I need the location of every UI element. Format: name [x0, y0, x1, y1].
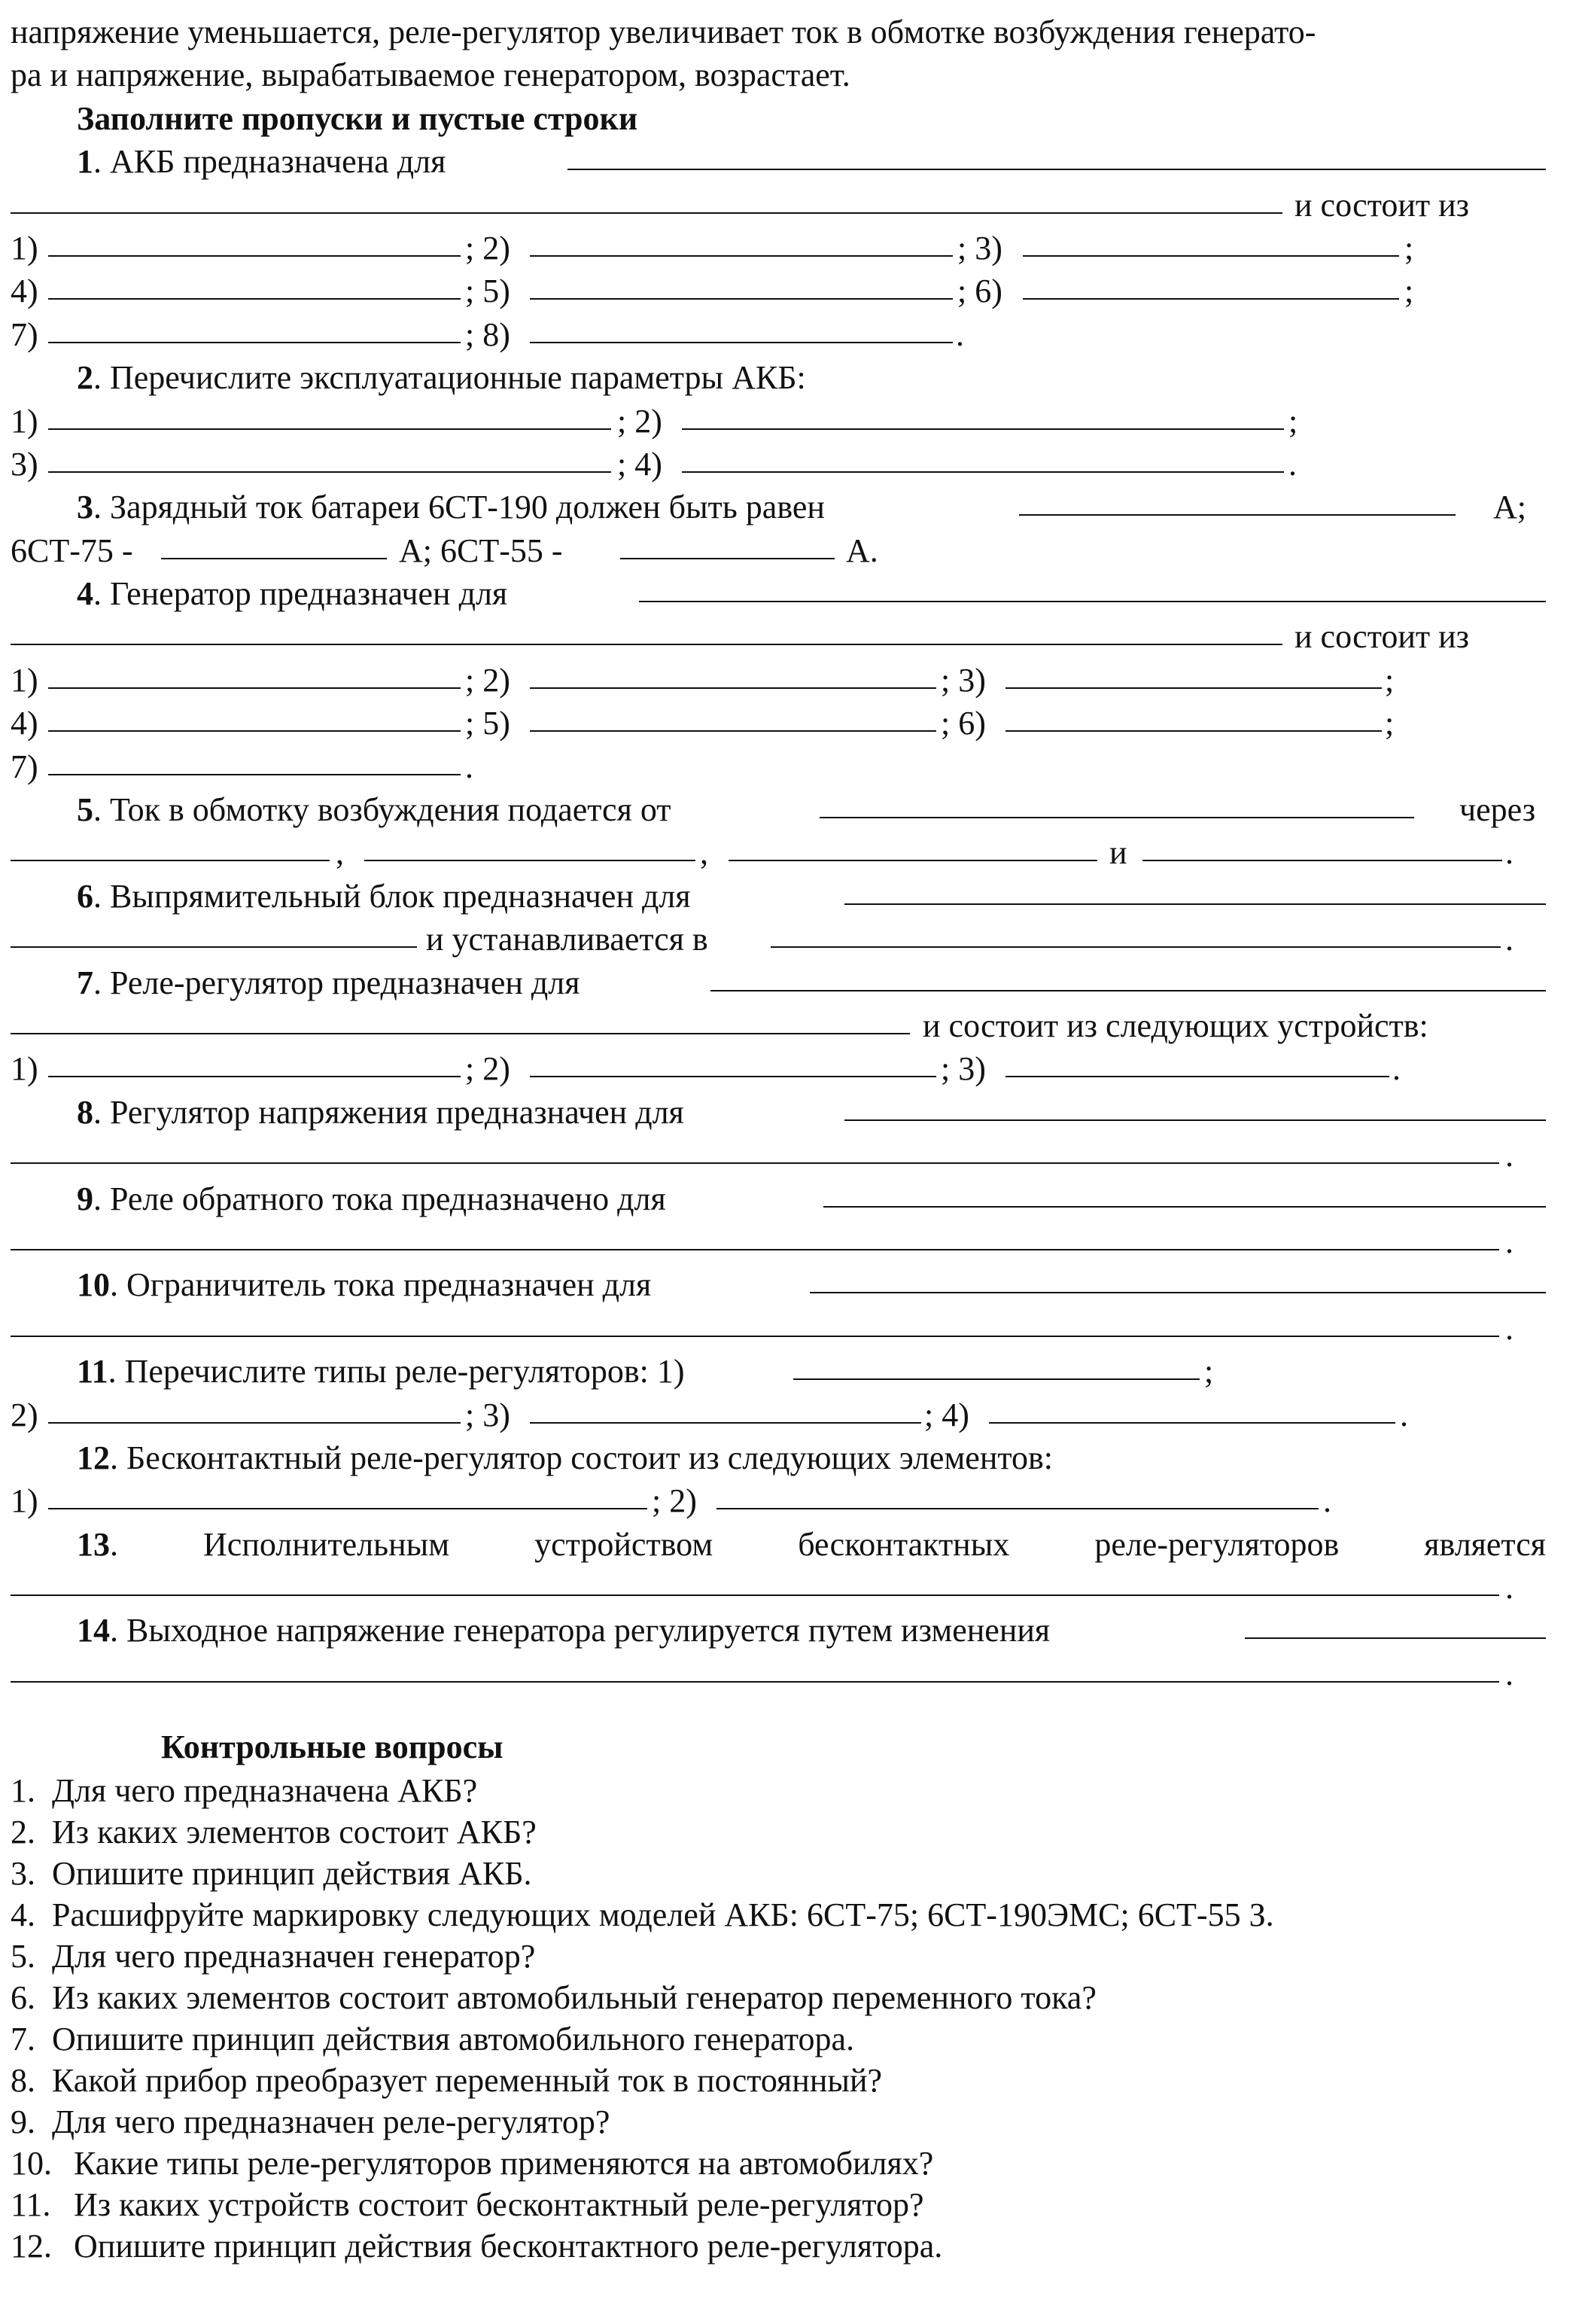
- task-14-blank-a[interactable]: [1245, 1637, 1546, 1639]
- task-2-prompt: 2. Перечислите эксплуатационные параметры АКБ:: [77, 359, 806, 397]
- question-number: 1.: [11, 1771, 35, 1809]
- task-13-word: реле-регуляторов: [1094, 1525, 1340, 1563]
- task-1-blank-item-4[interactable]: [48, 298, 461, 300]
- task-1-line-4: [11, 270, 1555, 312]
- question-number: 3.: [11, 1854, 35, 1892]
- task-1-tail: и состоит из: [1294, 186, 1470, 224]
- question-text: Опишите принцип действия бесконтактного реле-регулятора.: [74, 2227, 943, 2265]
- question-text: Из каких элементов состоит АКБ?: [52, 1813, 537, 1850]
- question-number: 2.: [11, 1813, 35, 1850]
- task-5-line-1: [11, 788, 1555, 831]
- task-1-line-2: [11, 184, 1555, 227]
- task-4-prompt: 4. Генератор предназначен для: [77, 575, 508, 613]
- task-4-blank-item-7[interactable]: [48, 774, 461, 775]
- task-8-blank-a[interactable]: [844, 1119, 1546, 1121]
- task-5-blank-4[interactable]: [1142, 860, 1502, 861]
- punctuation: .: [1505, 1137, 1514, 1174]
- task-5-prompt: 5. Ток в обмотку возбуждения подается от: [77, 791, 671, 829]
- task-1-line-5: [11, 313, 1555, 356]
- task-7-blank-item-2[interactable]: [530, 1076, 936, 1077]
- item-number: 4): [11, 273, 38, 310]
- task-14-blank-b[interactable]: [11, 1681, 1499, 1683]
- punctuation: ;: [1385, 705, 1395, 742]
- question-text: Какие типы реле-регуляторов применяются на автомобилях?: [74, 2144, 934, 2182]
- task-7-blank-item-1[interactable]: [48, 1076, 461, 1077]
- punctuation: .: [1505, 921, 1514, 958]
- item-number: 2): [11, 1396, 38, 1433]
- task-11-line-1: [11, 1350, 1555, 1393]
- question-number: 11.: [11, 2185, 51, 2223]
- list-item: [11, 1769, 1555, 1811]
- item-number: 1): [11, 229, 38, 267]
- task-12-blank-1[interactable]: [48, 1508, 647, 1509]
- item-number: ; 6): [941, 705, 986, 742]
- task-13-line-1: [11, 1523, 1555, 1566]
- task-1-blank-item-8[interactable]: [530, 342, 953, 343]
- list-item: [11, 2059, 1555, 2100]
- item-number: ; 3): [941, 1050, 986, 1088]
- task-10-blank-b[interactable]: [11, 1336, 1499, 1337]
- task-8-line-2: [11, 1134, 1555, 1177]
- punctuation: ;: [1404, 229, 1414, 267]
- punctuation: .: [1505, 1309, 1514, 1347]
- task-2-line-2: [11, 400, 1555, 443]
- item-number: ; 3): [941, 661, 986, 699]
- via-label: через: [1459, 791, 1536, 829]
- question-number: 4.: [11, 1896, 35, 1933]
- punctuation: ,: [700, 834, 708, 872]
- task-11-prompt: 11. Перечислите типы реле-регуляторов: 1): [77, 1353, 685, 1390]
- item-number: ; 4): [617, 445, 662, 483]
- list-item: [11, 1935, 1555, 1976]
- list-item: [11, 2142, 1555, 2183]
- task-11-line-2: [11, 1393, 1555, 1436]
- task-13-word: является: [1424, 1525, 1546, 1563]
- task-4-blank-item-3[interactable]: [1005, 687, 1382, 689]
- task-3-prompt: 3. Зарядный ток батареи 6СТ-190 должен быть равен: [77, 489, 825, 526]
- task-4-line-5: [11, 745, 1555, 788]
- punctuation: .: [1505, 1569, 1514, 1607]
- task-7-prompt: 7. Реле-регулятор предназначен для: [77, 964, 580, 1001]
- task-4-blank-item-6[interactable]: [1005, 730, 1382, 732]
- intro-line-2: [11, 53, 1555, 96]
- punctuation: ;: [1404, 273, 1414, 310]
- task-11-blank-1[interactable]: [793, 1378, 1200, 1380]
- item-number: ; 8): [465, 315, 510, 353]
- punctuation: .: [1288, 445, 1297, 483]
- question-text: Для чего предназначена АКБ?: [52, 1771, 478, 1809]
- section-heading: Заполните пропуски и пустые строки: [77, 99, 638, 137]
- task-6-blank-purpose[interactable]: [844, 903, 1546, 905]
- item-number: 1): [11, 661, 38, 699]
- task-12-prompt: 12. Бесконтактный реле-регулятор состоит из следующих элементов:: [77, 1439, 1054, 1476]
- question-text: Опишите принцип действия автомобильного генератора.: [52, 2020, 855, 2057]
- task-10-line-1: [11, 1263, 1555, 1306]
- item-number: 1): [11, 1482, 38, 1520]
- question-text: Для чего предназначен реле-регулятор?: [52, 2103, 610, 2140]
- task-8-prompt: 8. Регулятор напряжения предназначен для: [77, 1093, 684, 1131]
- task-1-blank-b[interactable]: [11, 212, 1282, 214]
- question-text: Из каких устройств состоит бесконтактный реле-регулятор?: [74, 2185, 924, 2223]
- task-6-blank-location[interactable]: [771, 946, 1501, 948]
- task-9-blank-a[interactable]: [823, 1206, 1546, 1208]
- task-13-word: бесконтактных: [798, 1525, 1010, 1563]
- task-7-blank-a[interactable]: [710, 990, 1546, 991]
- question-number: 12.: [11, 2227, 52, 2265]
- task-9-blank-b[interactable]: [11, 1249, 1499, 1250]
- task-6-install-label: и устанавливается в: [426, 921, 708, 958]
- list-item: [11, 2100, 1555, 2142]
- task-1-line-1: [11, 140, 1555, 183]
- task-4-blank-b[interactable]: [11, 644, 1282, 645]
- unit-label: А;: [1493, 489, 1526, 526]
- item-number: ; 2): [617, 402, 662, 440]
- list-item: [11, 1852, 1555, 1893]
- punctuation: .: [1505, 1655, 1514, 1692]
- item-number: ; 2): [465, 661, 510, 699]
- task-6-blank-purpose-cont[interactable]: [11, 946, 417, 948]
- question-text: Для чего предназначен генератор?: [52, 1937, 536, 1975]
- task-7-tail: и состоит из следующих устройств:: [923, 1007, 1428, 1044]
- task-10-line-2: [11, 1307, 1555, 1350]
- task-10-prompt: 10. Ограничитель тока предназначен для: [77, 1266, 652, 1304]
- task-9-line-2: [11, 1220, 1555, 1263]
- item-number: ; 3): [957, 229, 1002, 267]
- task-3-line-1: [11, 486, 1555, 528]
- questions-list: [11, 1769, 1555, 2266]
- task-5-line-2: [11, 831, 1555, 874]
- worksheet-page: [11, 11, 1555, 2266]
- list-item: [11, 2183, 1555, 2225]
- punctuation: ;: [1288, 402, 1298, 440]
- question-number: 7.: [11, 2020, 35, 2057]
- question-text: Расшифруйте маркировку следующих моделей АКБ: 6СТ-75; 6СТ-190ЭМС; 6СТ-55 З.: [52, 1896, 1274, 1933]
- item-number: 7): [11, 315, 38, 353]
- task-4-blank-a[interactable]: [639, 601, 1546, 602]
- punctuation: .: [1400, 1396, 1408, 1433]
- task-4-line-2: [11, 615, 1555, 658]
- punctuation: .: [956, 315, 964, 353]
- punctuation: .: [1505, 834, 1514, 872]
- item-number: 3): [11, 445, 38, 483]
- and-label: и: [1109, 834, 1127, 872]
- punctuation: .: [1323, 1482, 1331, 1520]
- task-6-prompt: 6. Выпрямительный блок предназначен для: [77, 877, 691, 915]
- task-4-blank-item-2[interactable]: [530, 687, 936, 689]
- question-number: 9.: [11, 2103, 35, 2140]
- task-7-blank-item-3[interactable]: [1005, 1076, 1389, 1077]
- item-number: 1): [11, 402, 38, 440]
- punctuation: ;: [1204, 1353, 1214, 1390]
- task-1-blank-item-5[interactable]: [530, 298, 953, 300]
- unit-label: А.: [846, 532, 878, 569]
- punctuation: .: [1392, 1050, 1401, 1088]
- task-2-blank-1[interactable]: [48, 428, 611, 430]
- task-2-line-3: [11, 443, 1555, 486]
- intro-line-1: [11, 11, 1555, 53]
- task-10-blank-a[interactable]: [810, 1292, 1546, 1293]
- item-number: 7): [11, 748, 38, 785]
- item-number: ; 4): [924, 1396, 969, 1433]
- task-12-line-1: [11, 1436, 1555, 1479]
- question-number: 10.: [11, 2144, 52, 2182]
- list-item: [11, 1811, 1555, 1852]
- task-2-blank-3[interactable]: [48, 471, 611, 473]
- task-14-line-1: [11, 1609, 1555, 1652]
- task-7-line-3: [11, 1047, 1555, 1090]
- item-number: ; 6): [957, 273, 1002, 310]
- task-1-blank-item-6[interactable]: [1023, 298, 1399, 300]
- intro-text-1: напряжение уменьшается, реле-регулятор увеличивает ток в обмотке возбуждения генерато-: [11, 14, 1316, 50]
- item-number: ; 5): [465, 705, 510, 742]
- battery-label: 6СТ-75 -: [11, 532, 133, 569]
- task-12-blank-2[interactable]: [716, 1508, 1319, 1509]
- question-text: Какой прибор преобразует переменный ток в постоянный?: [52, 2061, 883, 2099]
- task-6-line-2: [11, 918, 1555, 961]
- task-14-prompt: 14. Выходное напряжение генератора регулируется путем изменения: [77, 1612, 1051, 1649]
- task-13-word: Исполнительным: [203, 1525, 450, 1563]
- task-5-blank-source[interactable]: [820, 817, 1414, 818]
- list-item: [11, 1893, 1555, 1935]
- task-13-word: устройством: [534, 1525, 713, 1563]
- task-13-blank[interactable]: [11, 1595, 1499, 1596]
- item-number: ; 3): [465, 1396, 510, 1433]
- punctuation: .: [1505, 1223, 1514, 1260]
- item-number: ; 2): [465, 1050, 510, 1088]
- task-3-blank-75[interactable]: [161, 558, 387, 559]
- questions-heading: Контрольные вопросы: [161, 1729, 503, 1766]
- task-4-line-4: [11, 702, 1555, 745]
- list-item: [11, 1976, 1555, 2018]
- task-3-blank-190[interactable]: [1019, 514, 1456, 516]
- punctuation: .: [465, 748, 473, 785]
- list-item: [11, 2225, 1555, 2266]
- question-text: Из каких элементов состоит автомобильный генератор переменного тока?: [52, 1978, 1097, 2016]
- task-7-line-2: [11, 1004, 1555, 1047]
- task-5-blank-2[interactable]: [364, 860, 695, 861]
- task-2-blank-2[interactable]: [682, 428, 1284, 430]
- task-4-blank-item-4[interactable]: [48, 730, 461, 732]
- questions-heading-line: [11, 1725, 1555, 1768]
- task-5-blank-3[interactable]: [729, 860, 1097, 861]
- task-1-blank-item-7[interactable]: [48, 342, 461, 343]
- task-2-line-1: [11, 356, 1555, 399]
- task-1-blank-a[interactable]: [567, 169, 1546, 170]
- task-4-line-3: [11, 659, 1555, 702]
- task-2-blank-4[interactable]: [682, 471, 1284, 473]
- list-item: [11, 2018, 1555, 2059]
- item-number: 4): [11, 705, 38, 742]
- task-4-tail: и состоит из: [1294, 618, 1470, 656]
- task-4-line-1: [11, 572, 1555, 615]
- punctuation: ;: [1385, 661, 1395, 699]
- question-number: 8.: [11, 2061, 35, 2099]
- task-14-line-2: [11, 1652, 1555, 1695]
- task-4-blank-item-1[interactable]: [48, 687, 461, 689]
- question-number: 6.: [11, 1978, 35, 2016]
- item-number: ; 2): [652, 1482, 697, 1520]
- punctuation: ,: [336, 834, 344, 872]
- task-1-blank-item-3[interactable]: [1023, 255, 1399, 257]
- task-8-line-1: [11, 1091, 1555, 1134]
- task-7-line-1: [11, 961, 1555, 1004]
- item-number: 1): [11, 1050, 38, 1088]
- task-12-line-2: [11, 1479, 1555, 1522]
- task-3-line-2: [11, 529, 1555, 572]
- battery-label: А; 6СТ-55 -: [399, 532, 563, 569]
- task-5-blank-1[interactable]: [11, 860, 330, 861]
- task-11-blank-2[interactable]: [48, 1422, 461, 1424]
- task-11-blank-3[interactable]: [530, 1422, 921, 1424]
- task-7-blank-b[interactable]: [11, 1033, 910, 1034]
- task-11-blank-4[interactable]: [989, 1422, 1395, 1424]
- task-3-blank-55[interactable]: [620, 558, 835, 559]
- task-13-prompt: 13. Исполнительным устройством бесконтактных реле-регуляторов является: [77, 1523, 1546, 1566]
- intro-text-2: ра и напряжение, вырабатываемое генератором, возрастает.: [11, 56, 850, 94]
- task-1-prompt: 1. АКБ предназначена для: [77, 143, 446, 181]
- item-number: ; 2): [465, 229, 510, 267]
- task-8-blank-b[interactable]: [11, 1162, 1499, 1164]
- task-1-blank-item-1[interactable]: [48, 255, 461, 257]
- task-13-line-2: [11, 1566, 1555, 1609]
- question-number: 5.: [11, 1937, 35, 1975]
- question-text: Опишите принцип действия АКБ.: [52, 1854, 532, 1892]
- section-heading-line: [11, 97, 1555, 140]
- task-1-blank-item-2[interactable]: [530, 255, 953, 257]
- task-4-blank-item-5[interactable]: [530, 730, 936, 732]
- task-1-line-3: [11, 227, 1555, 270]
- task-6-line-1: [11, 875, 1555, 918]
- task-9-line-1: [11, 1177, 1555, 1220]
- task-9-prompt: 9. Реле обратного тока предназначено для: [77, 1180, 666, 1217]
- item-number: ; 5): [465, 273, 510, 310]
